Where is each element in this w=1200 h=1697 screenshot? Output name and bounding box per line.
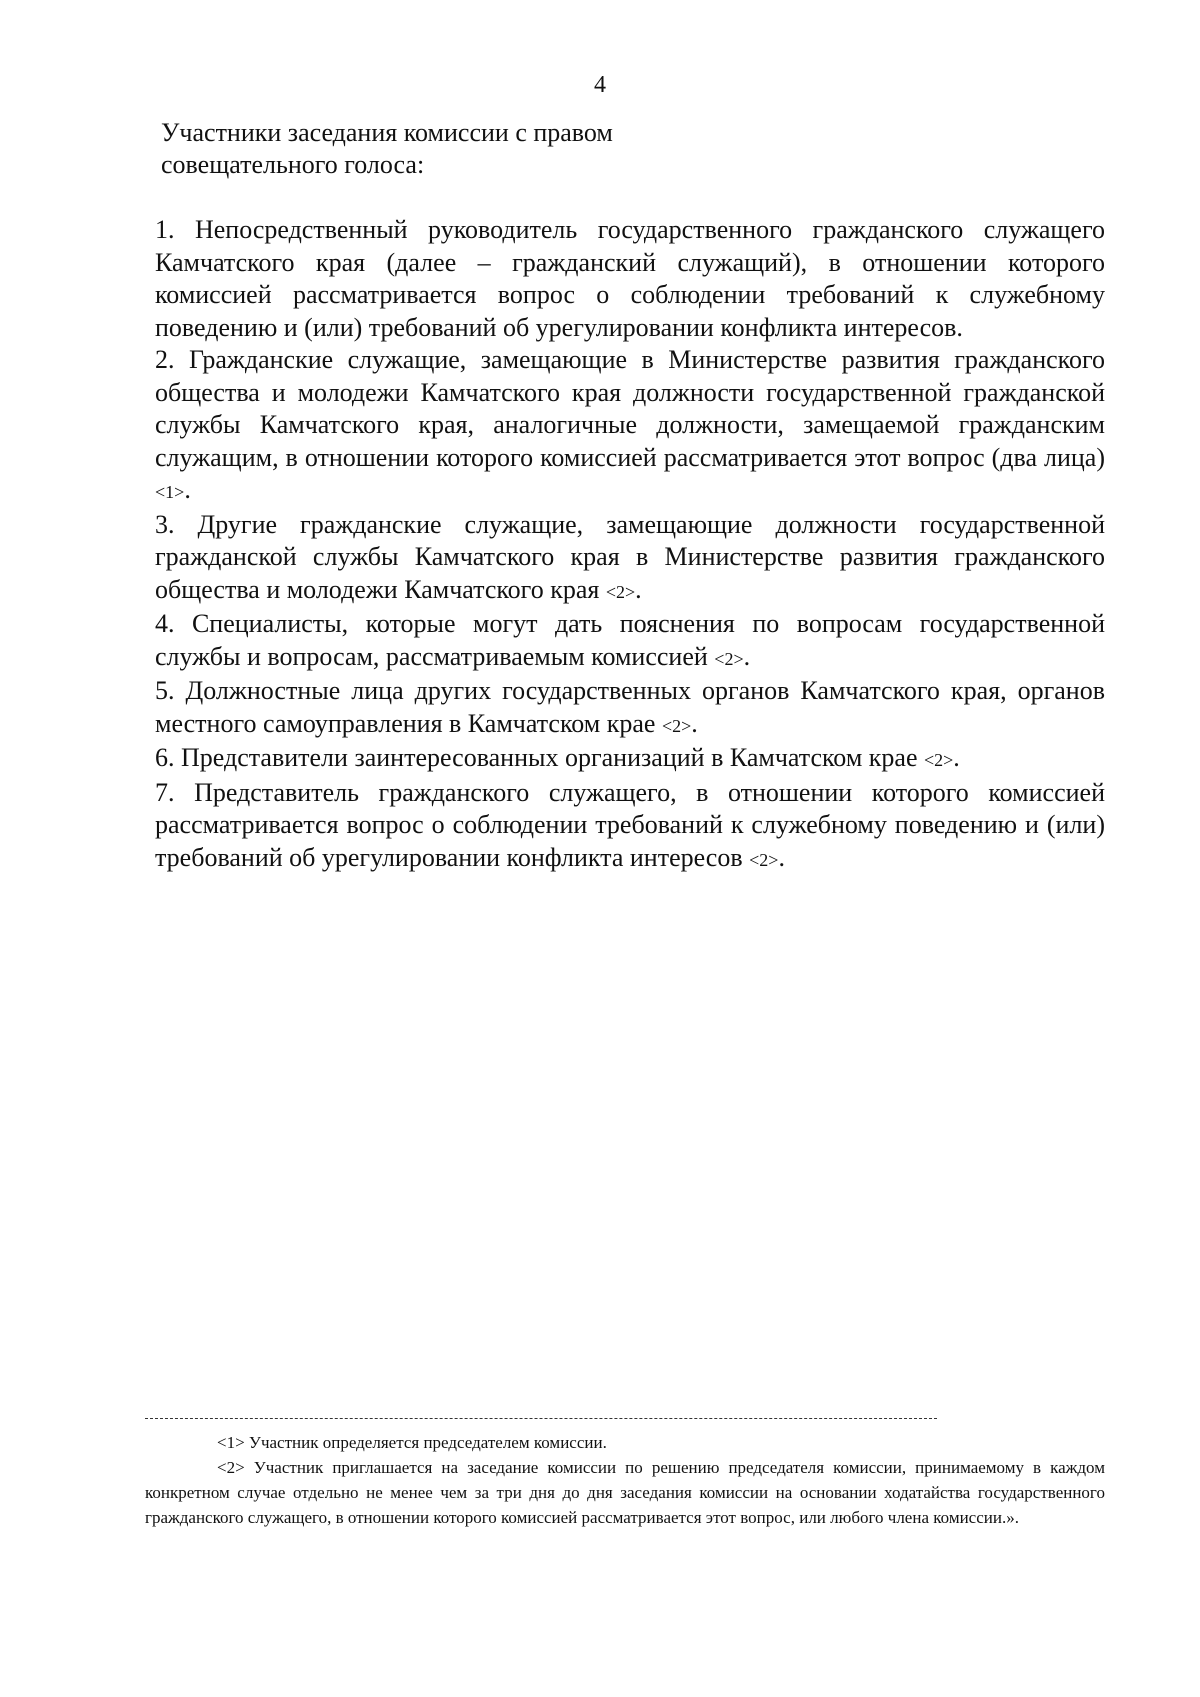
page-number: 4	[594, 72, 606, 98]
footnote-reference: <2>	[749, 849, 779, 870]
section-heading: Участники заседания комиссии с правом совещательного голоса:	[161, 118, 613, 179]
footnote-reference: <2>	[714, 648, 744, 669]
list-item: 2. Гражданские служащие, замещающие в Министерстве развития гражданского общества и молодежи Камчатского края должности государственной гражданской службы Камчатского края, аналогичные должности, замещаемой гражданским служащим, в отношении которого комиссией рассматривается этот вопрос (два лица) <1>.	[155, 345, 1105, 504]
list-item-text: 4. Специалисты, которые могут дать пояснения по вопросам государственной службы и вопросам, рассматриваемым комиссией	[155, 609, 1105, 671]
footnote-separator	[145, 1418, 937, 1419]
footnote-reference: <1>	[155, 482, 185, 502]
footnotes	[145, 1430, 1105, 1530]
footnote-reference: <2>	[605, 581, 636, 602]
list-item: 6. Представители заинтересованных организаций в Камчатском крае <2>.	[155, 743, 960, 772]
footnote: <2> Участник приглашается на заседание комиссии по решению председателя комиссии, принимаемому в каждом конкретном случае отдельно не менее чем за три дня до дня заседания комиссии на основании ходатайства государственного гражданского служащего, в отношении которого комиссией рассматривается этот вопрос, или любого члена комиссии.».	[145, 1458, 1105, 1527]
list-item	[155, 214, 1105, 344]
list-item-text: 6. Представители заинтересованных организаций в Камчатском крае	[155, 743, 924, 772]
footnote: <1> Участник определяется председателем комиссии.	[217, 1433, 607, 1452]
list-item: 7. Представитель гражданского служащего, в отношении которого комиссией рассматривается вопрос о соблюдении требований к служебному поведению и (или) требований об урегулировании конфликта интересов <2>.	[155, 777, 1105, 872]
footnote-reference: <2>	[923, 750, 954, 770]
list-item: 3. Другие гражданские служащие, замещающие должности государственной гражданской службы Камчатского края в Министерстве развития гражданского общества и молодежи Камчатского края <2>.	[155, 509, 1105, 604]
list-item-text: 3. Другие гражданские служащие, замещающие должности государственной гражданской службы Камчатского края в Министерстве развития гражданского общества и молодежи Камчатского края	[155, 509, 1105, 604]
list-item-text: 5. Должностные лица других государственных органов Камчатского края, органов местного самоуправления в Камчатском крае	[155, 676, 1105, 738]
list-item-text: 1. Непосредственный руководитель государственного гражданского служащего Камчатского края (далее – гражданский служащий), в отношении которого комиссией рассматривается вопрос о соблюдении требований к служебному поведению и (или) требований об урегулировании конфликта интересов.	[155, 215, 1105, 342]
participants-list	[155, 214, 1105, 876]
list-item-text: 2. Гражданские служащие, замещающие в Министерстве развития гражданского общества и молодежи Камчатского края должности государственной гражданской службы Камчатского края, аналогичные должности, замещаемой гражданским служащим, в отношении которого комиссией рассматривается этот вопрос (два лица)	[155, 345, 1105, 472]
list-item: 5. Должностные лица других государственных органов Камчатского края, органов местного самоуправления в Камчатском крае <2>.	[155, 676, 1105, 738]
list-item-text: 7. Представитель гражданского служащего, в отношении которого комиссией рассматривается вопрос о соблюдении требований к служебному поведению и (или) требований об урегулировании конфликта интересов	[155, 777, 1105, 872]
list-item: 4. Специалисты, которые могут дать пояснения по вопросам государственной службы и вопросам, рассматриваемым комиссией <2>.	[155, 609, 1105, 671]
footnote-reference: <2>	[661, 715, 692, 736]
